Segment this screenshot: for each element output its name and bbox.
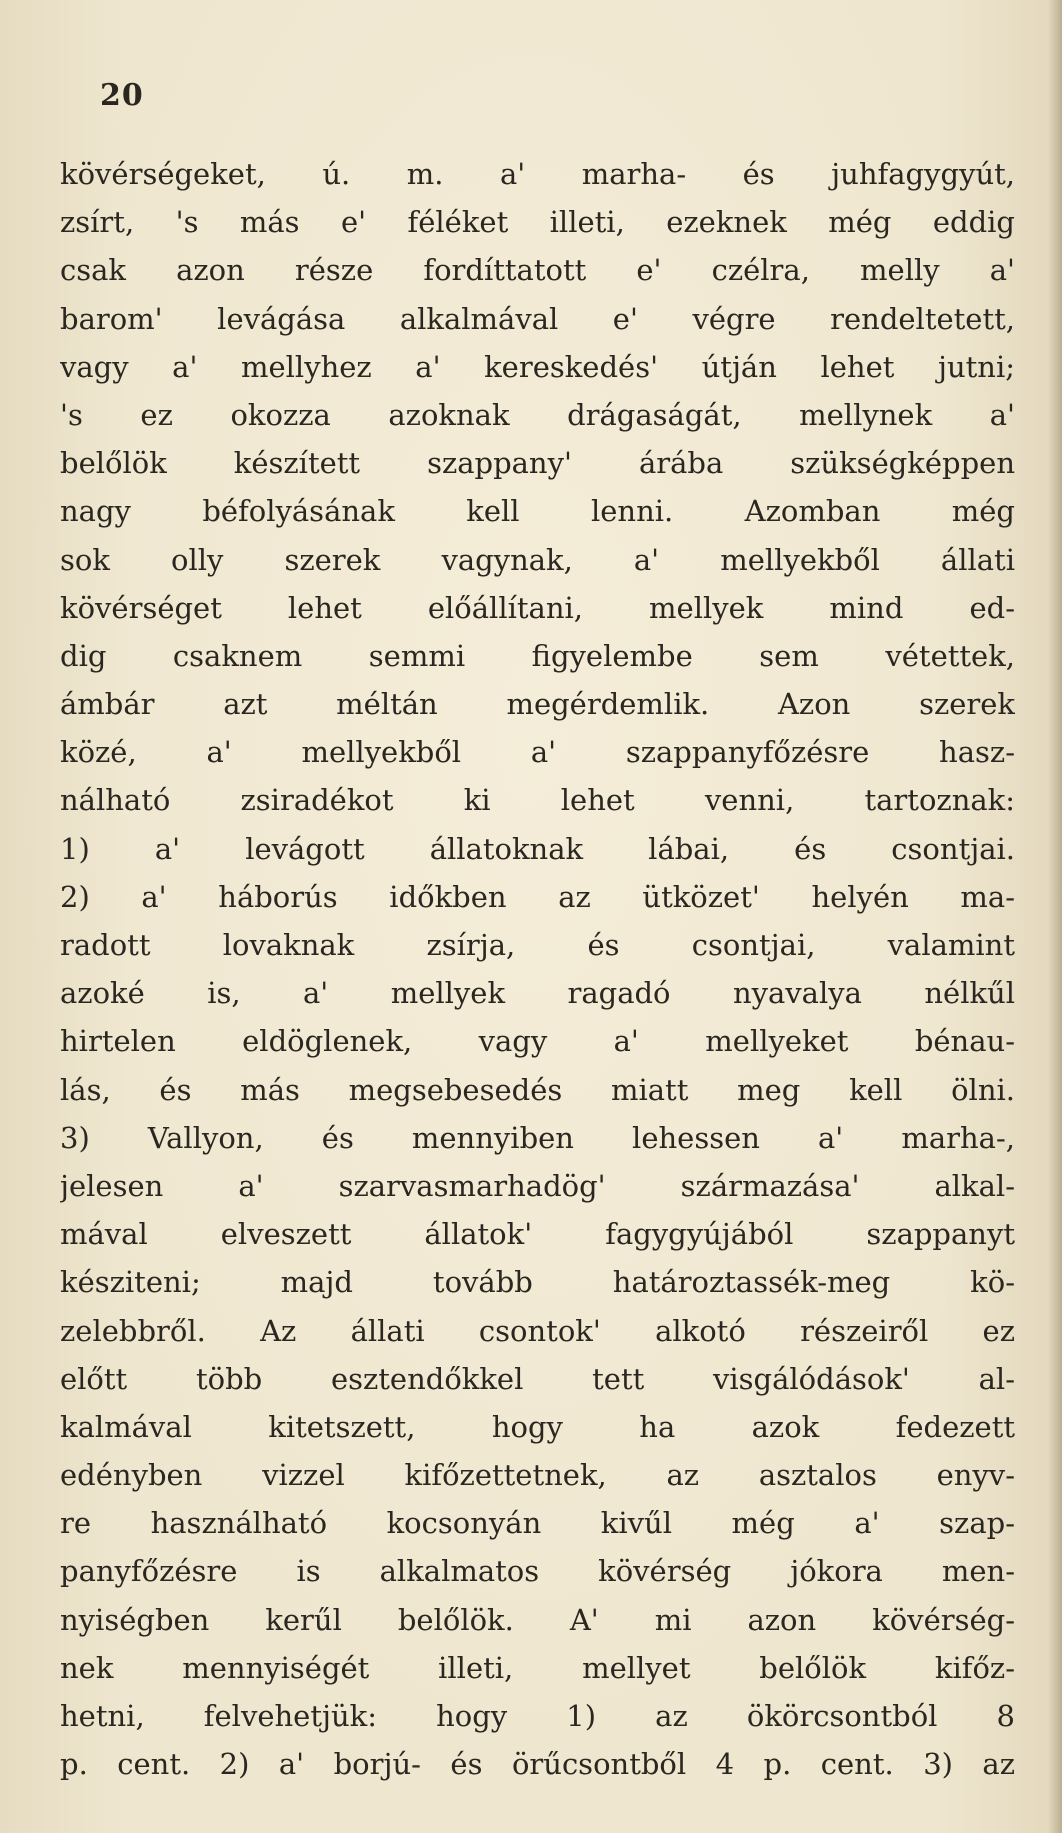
text-line: dig csaknem semmi figyelembe sem vétettek,	[60, 638, 1015, 673]
text-line: barom' levágása alkalmával e' végre rendeltetett,	[60, 301, 1015, 336]
page-number: 20	[100, 78, 144, 113]
text-line: csak azon része fordíttatott e' czélra, melly a'	[60, 253, 1015, 288]
text-line: 1) a' levágott állatoknak lábai, és csontjai.	[60, 831, 1015, 866]
text-line: nálható zsiradékot ki lehet venni, tartoznak:	[60, 783, 1015, 818]
text-line: közé, a' mellyekből a' szappanyfőzésre hasz-	[60, 735, 1015, 770]
text-line: radott lovaknak zsírja, és csontjai, valamint	[60, 928, 1015, 962]
page-edge-shadow	[1048, 0, 1062, 1833]
text-line: belőlök készített szappany' árába szükségképpen	[60, 446, 1015, 481]
text-line: sok olly szerek vagynak, a' mellyekből állati	[60, 542, 1015, 577]
text-line: azoké is, a' mellyek ragadó nyavalya nélkűl	[60, 976, 1015, 1011]
text-line: nek mennyiségét illeti, mellyet belőlök kifőz-	[60, 1650, 1015, 1685]
text-line: zelebbről. Az állati csontok' alkotó részeiről ez	[60, 1313, 1015, 1348]
text-line: 's ez okozza azoknak drágaságát, mellynek a'	[60, 397, 1015, 432]
text-line: késziteni; majd tovább határoztassék-meg kö-	[60, 1265, 1015, 1300]
text-line: nagy béfolyásának kell lenni. Azomban még	[60, 494, 1015, 529]
text-line: kövérséget lehet előállítani, mellyek mind ed-	[60, 590, 1015, 625]
text-line: re használható kocsonyán kivűl még a' szap-	[60, 1506, 1015, 1541]
text-line: edényben vizzel kifőzettetnek, az asztalos enyv-	[60, 1458, 1015, 1493]
text-line: vagy a' mellyhez a' kereskedés' útján lehet jutni;	[60, 349, 1015, 384]
text-line: 2) a' háborús időkben az ütközet' helyén ma-	[60, 879, 1015, 914]
text-line: 3) Vallyon, és mennyiben lehessen a' marha-,	[60, 1120, 1015, 1155]
text-line: hetni, felvehetjük: hogy 1) az ökörcsontból 8	[60, 1699, 1015, 1733]
text-line: nyiségben kerűl belőlök. A' mi azon kövérség-	[60, 1602, 1015, 1637]
text-line: jelesen a' szarvasmarhadög' származása' alkal-	[60, 1168, 1015, 1203]
text-line: ámbár azt méltán megérdemlik. Azon szerek	[60, 687, 1015, 722]
body-text	[60, 150, 1015, 1788]
text-line: zsírt, 's más e' féléket illeti, ezeknek még eddig	[60, 205, 1015, 240]
text-line: panyfőzésre is alkalmatos kövérség jókora men-	[60, 1554, 1015, 1589]
text-line: p. cent. 2) a' borjú- és örűcsontből 4 p. cent. 3) az	[60, 1747, 1015, 1782]
text-line: kalmával kitetszett, hogy ha azok fedezett	[60, 1409, 1015, 1444]
text-line: mával elveszett állatok' fagygyújából szappanyt	[60, 1217, 1015, 1252]
text-line: kövérségeket, ú. m. a' marha- és juhfagygyút,	[60, 157, 1015, 191]
text-line: előtt több esztendőkkel tett visgálódások' al-	[60, 1361, 1015, 1396]
text-line: hirtelen eldöglenek, vagy a' mellyeket bénau-	[60, 1024, 1015, 1059]
text-line: lás, és más megsebesedés miatt meg kell ölni.	[60, 1072, 1015, 1107]
